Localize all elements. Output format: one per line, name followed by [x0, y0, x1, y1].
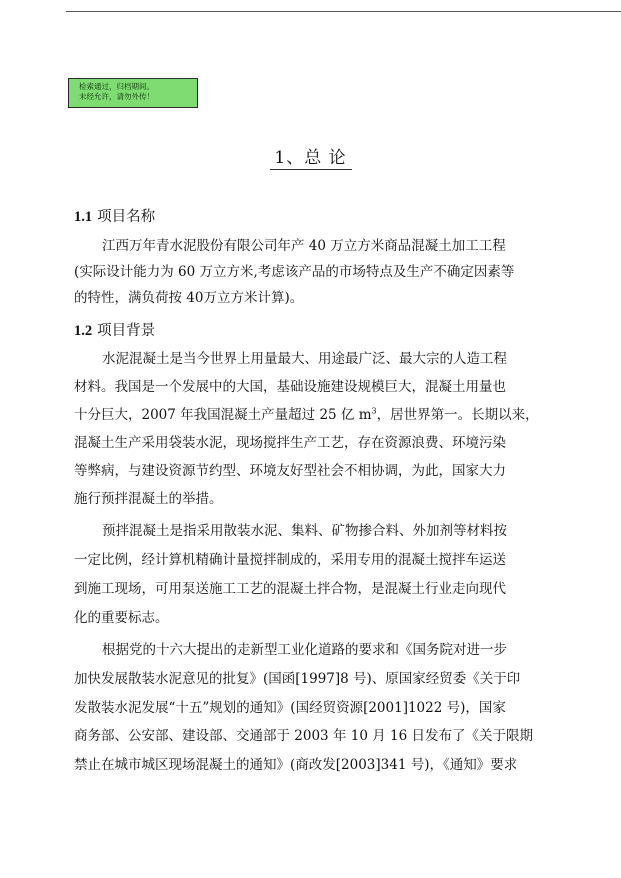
- paragraph-line: 根据党的十六大提出的走新型工业化道路的要求和《国务院对进一步: [102, 642, 507, 658]
- paragraph-line: 预拌混凝土是指采用散装水泥、集料、矿物掺合料、外加剂等材料按: [102, 523, 507, 539]
- watermark-notice-box: [68, 78, 198, 108]
- paragraph-line: 等弊病，与建设资源节约型、环境友好型社会不相协调，为此，国家大力: [74, 463, 506, 479]
- section-heading-1-1: [74, 207, 155, 227]
- paragraph-line: 混凝土生产采用袋装水泥，现场搅拌生产工艺，存在资源浪费、环境污染: [74, 435, 506, 451]
- notice-line-2: 未经允许，请勿外传！: [79, 92, 154, 101]
- chapter-title: [0, 143, 621, 168]
- paragraph-line: 商务部、公安部、建设部、交通部于 2003 年 10 月 16 日发布了《关于限期: [74, 728, 533, 744]
- section-number: 1.1: [74, 209, 93, 225]
- paragraph-line: 的特性，满负荷按 40万立方米计算)。: [74, 290, 304, 306]
- chapter-title-text: 1、总 论: [274, 148, 347, 168]
- notice-line-1: 检索通过，归档期间。: [79, 82, 154, 91]
- header-rule: [66, 11, 621, 12]
- line-tail: ，居世界第一。长期以来，: [376, 407, 539, 423]
- paragraph-line: 加快发展散装水泥意见的批复》(国函[1997]8 号)、原国家经贸委《关于印: [74, 671, 521, 687]
- paragraph-line: 水泥混凝土是当今世界上用量最大、用途最广泛、最大宗的人造工程: [102, 351, 507, 367]
- paragraph-line: 江西万年青水泥股份有限公司年产 40 万立方米商品混凝土加工工程: [102, 238, 506, 254]
- paragraph-line: 一定比例，经计算机精确计量搅拌制成的，采用专用的混凝土搅拌车运送: [74, 552, 506, 568]
- line-text: 十分巨大，2007 年我国混凝土产量超过 25 亿 m: [74, 407, 372, 423]
- paragraph-line: 发散装水泥发展“十五”规划的通知》(国经贸资源[2001]1022 号)，国家: [74, 700, 506, 716]
- section-heading-1-2: [74, 321, 155, 341]
- paragraph-line: 化的重要标志。: [74, 610, 169, 626]
- section-heading-text: 项目名称: [97, 209, 156, 225]
- paragraph-line: (实际设计能力为 60 万立方米,考虑该产品的市场特点及生产不确定因素等: [74, 264, 515, 280]
- paragraph-line: 禁止在城市城区现场混凝土的通知》(商改发[2003]341 号)，《通知》要求: [74, 757, 518, 773]
- paragraph-line: 到施工现场，可用泵送施工工艺的混凝土拌合物，是混凝土行业走向现代: [74, 581, 506, 597]
- superscript: 3: [371, 406, 377, 416]
- paragraph-line: 材料。我国是一个发展中的大国，基础设施建设规模巨大，混凝土用量也: [74, 379, 506, 395]
- paragraph-line: 施行预拌混凝土的举措。: [74, 491, 223, 507]
- paragraph-line-with-superscript: [74, 405, 554, 425]
- section-heading-text: 项目背景: [97, 323, 156, 339]
- section-number: 1.2: [74, 323, 93, 339]
- chapter-title-underline: [270, 169, 352, 170]
